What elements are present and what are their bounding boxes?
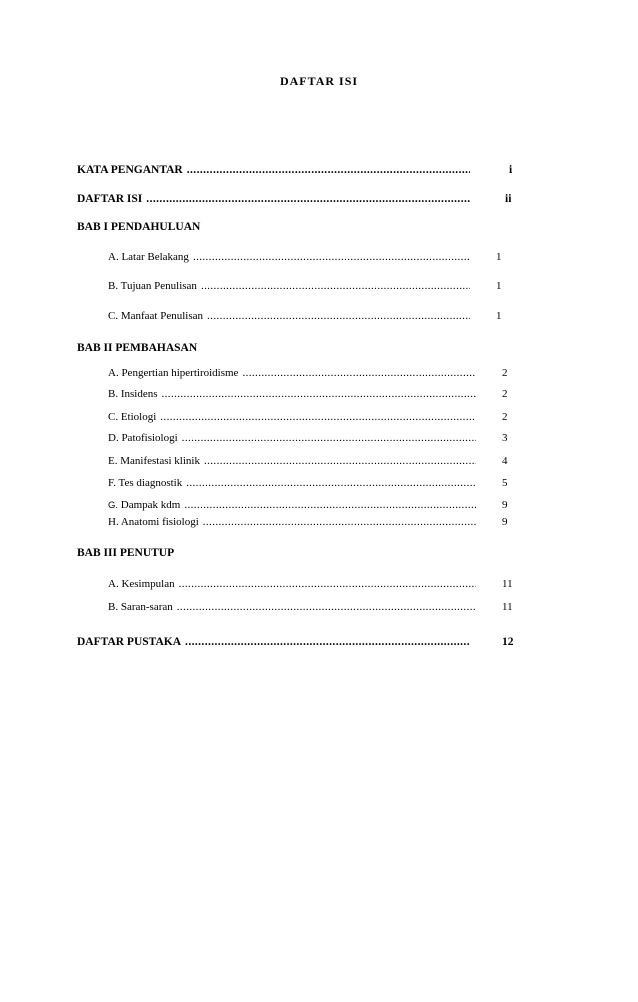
toc-entry-etiologi[interactable] — [108, 410, 476, 424]
toc-entry-latar-belakang[interactable] — [108, 250, 470, 264]
toc-page-number: i — [509, 164, 513, 176]
dot-leader — [193, 250, 470, 264]
toc-entry-label: A. Pengertian hipertiroidisme — [108, 367, 239, 379]
toc-entry-anatomi-fisiologi[interactable] — [108, 515, 476, 529]
dot-leader — [201, 279, 470, 293]
dot-leader — [162, 387, 477, 401]
toc-entry-label: DAFTAR ISI — [77, 193, 143, 205]
toc-entry-label: KATA PENGANTAR — [77, 164, 183, 176]
toc-entry-manfaat-penulisan[interactable] — [108, 309, 470, 323]
section-heading-bab-3: BAB III PENUTUP — [77, 547, 175, 559]
toc-entry-label: B. Saran-saran — [108, 601, 173, 613]
dot-leader — [242, 366, 476, 380]
dot-leader — [186, 476, 476, 490]
toc-page-number: 1 — [496, 280, 502, 292]
toc-entry-daftar-pustaka[interactable] — [77, 635, 470, 649]
toc-page-number: 12 — [502, 636, 514, 648]
toc-entry-text: Dampak kdm — [118, 499, 181, 511]
toc-page-number: 5 — [502, 477, 508, 489]
toc-entry-label: H. Anatomi fisiologi — [108, 516, 199, 528]
toc-entry-label — [108, 498, 180, 513]
toc-page-number: 2 — [502, 411, 508, 423]
toc-entry-saran-saran[interactable] — [108, 600, 476, 614]
toc-page-number: 4 — [502, 455, 508, 467]
toc-entry-letter: G. — [108, 500, 119, 511]
toc-entry-label: A. Kesimpulan — [108, 578, 175, 590]
page-title: DAFTAR ISI — [279, 74, 359, 88]
toc-entry-kesimpulan[interactable] — [108, 577, 476, 591]
toc-entry-tujuan-penulisan[interactable] — [108, 279, 470, 293]
toc-entry-label: A. Latar Belakang — [108, 251, 189, 263]
section-heading-bab-2: BAB II PEMBAHASAN — [77, 342, 198, 354]
toc-page-number: 3 — [502, 432, 508, 444]
toc-entry-label: D. Patofisiologi — [108, 432, 178, 444]
toc-entry-insidens[interactable] — [108, 387, 476, 401]
section-heading-bab-1: BAB I PENDAHULUAN — [77, 221, 201, 233]
toc-entry-label: DAFTAR PUSTAKA — [77, 636, 182, 648]
toc-entry-label: E. Manifestasi klinik — [108, 455, 200, 467]
toc-entry-dampak-kdm[interactable] — [108, 498, 476, 513]
toc-page-number: ii — [505, 193, 512, 205]
toc-page-number: 2 — [502, 388, 508, 400]
dot-leader — [179, 577, 476, 591]
dot-leader — [160, 410, 476, 424]
dot-leader — [185, 635, 470, 649]
dot-leader — [207, 309, 470, 323]
toc-entry-manifestasi-klinik[interactable] — [108, 454, 476, 468]
dot-leader — [204, 454, 476, 468]
dot-leader — [203, 515, 476, 529]
dot-leader — [182, 431, 476, 445]
toc-entry-label: F. Tes diagnostik — [108, 477, 183, 489]
toc-page-number: 1 — [496, 310, 502, 322]
toc-page-number: 9 — [502, 499, 508, 511]
toc-page-number: 1 — [496, 251, 502, 263]
toc-page-number: 2 — [502, 367, 508, 379]
toc-page-number: 9 — [502, 516, 508, 528]
toc-entry-kata-pengantar[interactable] — [77, 163, 470, 177]
toc-page-number: 11 — [502, 578, 513, 590]
dot-leader — [177, 600, 476, 614]
dot-leader — [146, 192, 470, 206]
toc-entry-label: B. Tujuan Penulisan — [108, 280, 197, 292]
dot-leader — [187, 163, 470, 177]
toc-page-number: 11 — [502, 601, 513, 613]
toc-entry-daftar-isi[interactable] — [77, 192, 470, 206]
toc-entry-label: C. Etiologi — [108, 411, 157, 423]
toc-entry-label: C. Manfaat Penulisan — [108, 310, 204, 322]
toc-entry-patofisiologi[interactable] — [108, 431, 476, 445]
dot-leader — [184, 498, 476, 512]
toc-entry-label: B. Insidens — [108, 388, 158, 400]
toc-entry-pengertian[interactable] — [108, 366, 476, 380]
toc-entry-tes-diagnostik[interactable] — [108, 476, 476, 490]
